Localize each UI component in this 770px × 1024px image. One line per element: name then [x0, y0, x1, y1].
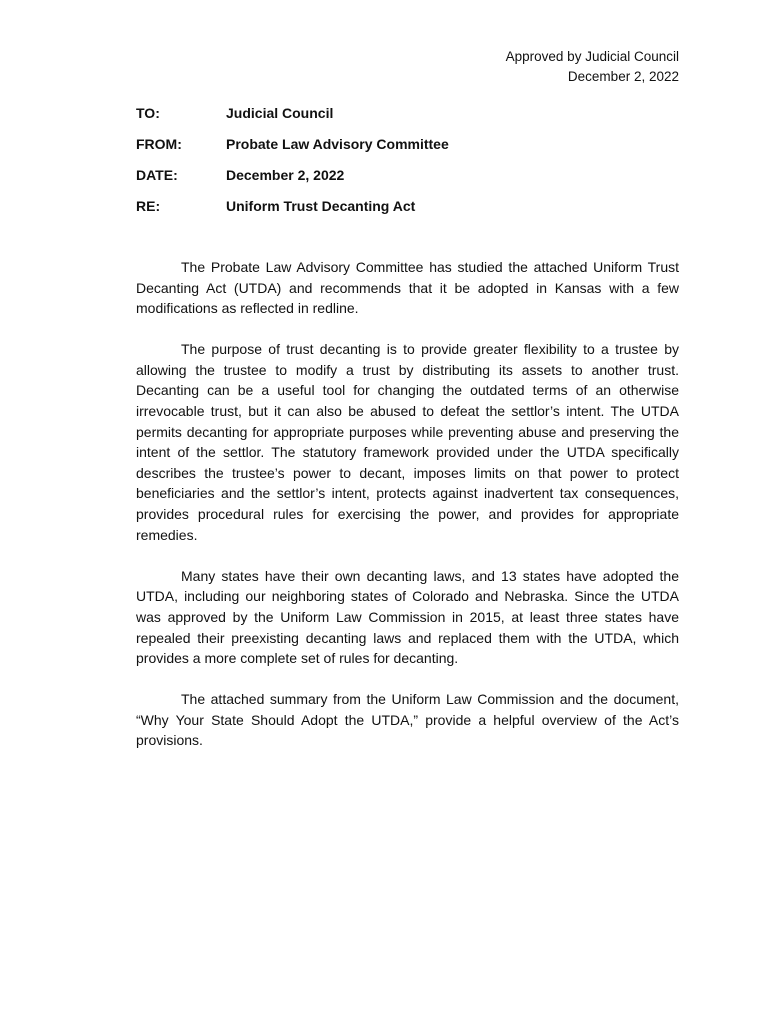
memo-to-row [136, 103, 681, 134]
memo-date-value: December 2, 2022 [226, 167, 345, 183]
approval-line: Approved by Judicial Council [505, 49, 679, 64]
memo-re-label: RE: [136, 198, 161, 214]
memo-date-row [136, 165, 681, 196]
paragraph-adoption: Many states have their own decanting laws, and 13 states have adopted the UTDA, including our neighboring states of Colorado and Nebraska. Since the UTDA was approved by the Uniform Law Commission in 2015, at least three states have repealed their preexisting decanting laws and replaced them with the UTDA, which provides a more complete set of rules for decanting. [136, 567, 679, 667]
memo-date-label: DATE: [136, 167, 178, 183]
memo-to-label: TO: [136, 105, 160, 121]
memo-to-value: Judicial Council [226, 105, 334, 121]
memo-re-value: Uniform Trust Decanting Act [226, 198, 416, 214]
approval-date: December 2, 2022 [567, 69, 679, 84]
approval-note [506, 47, 679, 87]
memo-re-row [136, 196, 681, 227]
memo-header [136, 103, 681, 227]
paragraph-recommendation: The Probate Law Advisory Committee has studied the attached Uniform Trust Decanting Act (UTDA) and recommends that it be adopted in Kansas with a few modifications as reflected in redline. [136, 259, 679, 317]
memo-from-label: FROM: [136, 136, 182, 152]
memo-body [136, 257, 679, 771]
paragraph-purpose: The purpose of trust decanting is to provide greater flexibility to a trustee by allowing the trustee to modify a trust by distributing its assets to another trust. Decanting can be a useful tool for changing the outdated terms of an otherwise irrevocable trust, but it can also be abused to defeat the settlor’s intent. The UTDA permits decanting for appropriate purposes while preventing abuse and preserving the intent of the settlor. The statutory framework provided under the UTDA specifically describes the trustee’s power to decant, imposes limits on that power to protect beneficiaries and the settlor’s intent, protects against inadvertent tax consequences, provides procedural rules for exercising the power, and provides for appropriate remedies. [136, 341, 679, 543]
paragraph-summary: The attached summary from the Uniform Law Commission and the document, “Why Your State Should Adopt the UTDA,” provide a helpful overview of the Act’s provisions. [136, 691, 679, 749]
memo-from-value: Probate Law Advisory Committee [226, 136, 449, 152]
memo-from-row [136, 134, 681, 165]
